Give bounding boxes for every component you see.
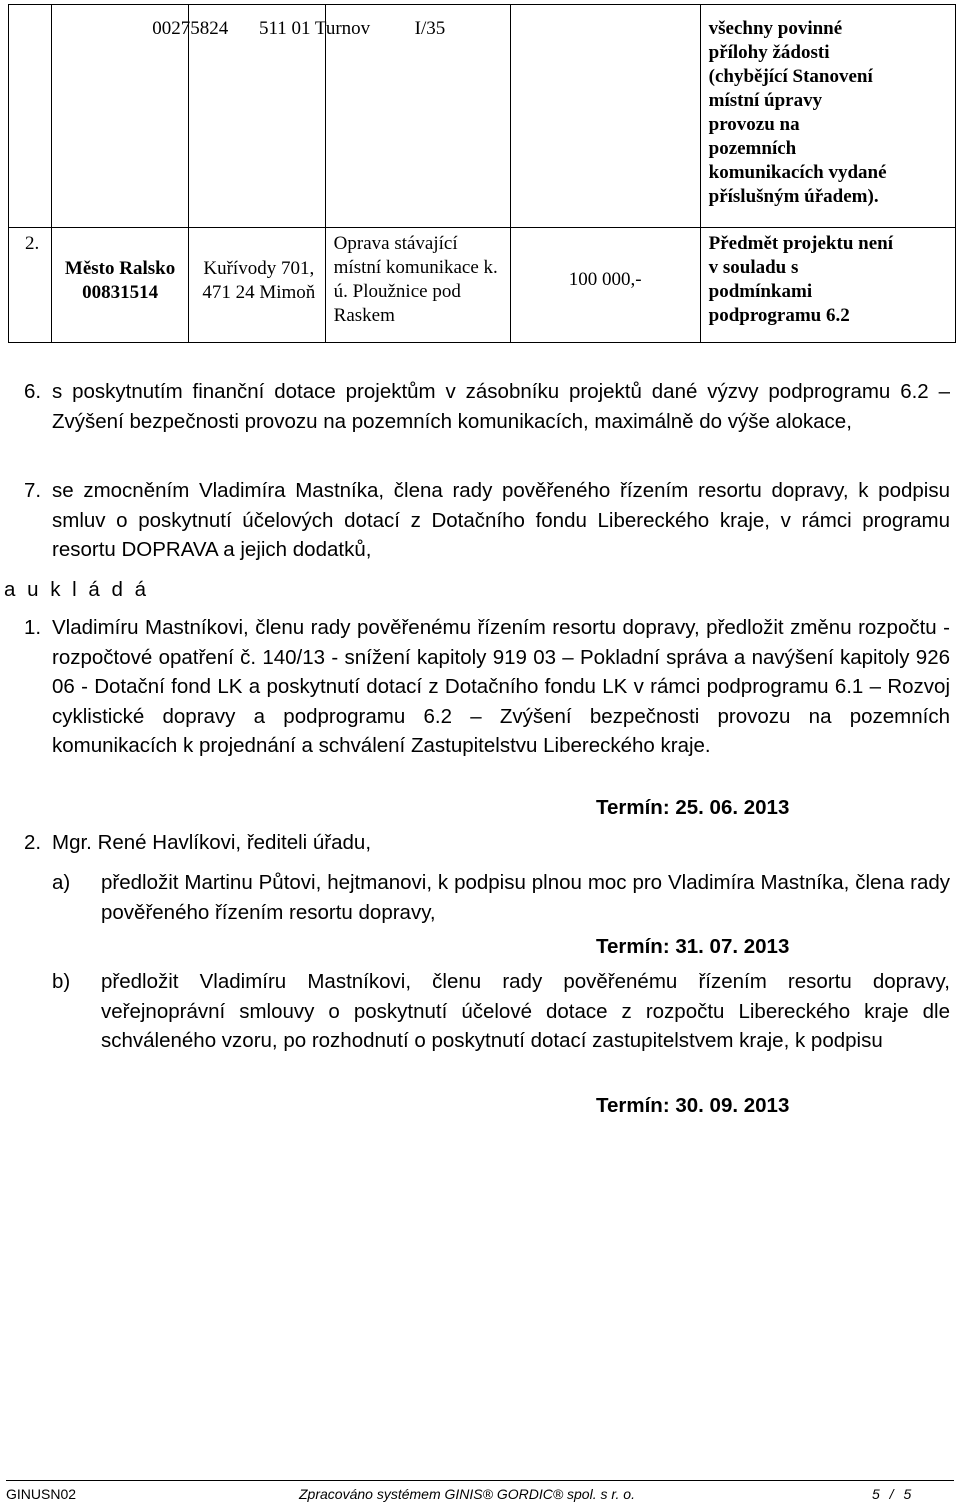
grant-table xyxy=(8,4,956,343)
item-text: Mgr. René Havlíkovi, řediteli úřadu, xyxy=(52,831,372,854)
footer-doc-code: GINUSN02 xyxy=(6,1486,77,1502)
resolution-item xyxy=(24,476,950,565)
item-number: 6. xyxy=(24,380,42,403)
item-text: s poskytnutím finanční dotace projektům v zásobníku projektů dané výzvy podprogramu 6.2 – Zvýšení bezpečnosti provozu na pozemních komunikacích, maximálně do výše alokace, xyxy=(52,380,950,433)
applicant-address: Kuřívody 701, 471 24 Mimoň xyxy=(202,258,316,303)
item-number: 2. xyxy=(24,831,42,854)
sub-item xyxy=(52,868,950,927)
resolution-item xyxy=(24,377,950,436)
footer-divider xyxy=(6,1480,954,1481)
resolution-item xyxy=(24,828,950,858)
applicant-ico: 00831514 xyxy=(82,282,159,303)
project-ref: I/35 xyxy=(414,18,446,39)
row-number: 2. xyxy=(25,233,40,254)
resolution-item xyxy=(24,613,950,761)
applicant-address: 511 01 Turnov xyxy=(258,18,371,39)
item-text: Vladimíru Mastníkovi, členu rady pověřenému řízením resortu dopravy, předložit změnu rozpočtu - rozpočtové opatření č. 140/13 - snížení kapitoly 919 03 – Pokladní správa a navýšení kapitoly 926 06 - Dotační fond LK a poskytnutí dotací z Dotačního fondu LK v rámci podprogramu 6.1 – Rozvoj cyklistické dopravy a podprogramu 6.2 – Zvýšení bezpečnosti provozu na pozemních komunikacích k projednání a schválení Zastupitelstvu Libereckého kraje. xyxy=(52,616,950,757)
project-name: Oprava stávající místní komunikace k. ú. Ploužnice pod Raskem xyxy=(333,233,498,326)
deadline: Termín: 30. 09. 2013 xyxy=(596,1094,790,1117)
item-number: 1. xyxy=(24,616,42,639)
sub-item-text: předložit Martinu Půtovi, hejtmanovi, k podpisu plnou moc pro Vladimíra Mastníka, člena rady pověřeného řízením resortu dopravy, xyxy=(101,871,950,924)
item-number: 7. xyxy=(24,479,42,502)
sub-item xyxy=(52,967,950,1056)
missing-attachments-note: všechny povinné přílohy žádosti (chybějící Stanovení místní úpravy provozu na pozemních komunikacích vydané příslušným úřadem). xyxy=(708,18,887,207)
table-row xyxy=(9,5,956,228)
section-heading-uklada: a u k l á d á xyxy=(4,578,149,601)
sub-item-label: b) xyxy=(52,970,71,993)
deadline: Termín: 25. 06. 2013 xyxy=(596,796,790,819)
applicant-name: Město Ralsko xyxy=(64,258,176,279)
footer-page-number: 5 / 5 xyxy=(872,1486,912,1502)
requested-amount: 100 000,- xyxy=(568,269,642,290)
sub-item-text: předložit Vladimíru Mastníkovi, členu rady pověřenému řízením resortu dopravy, veřejnoprávní smlouvy o poskytnutí účelové dotace z rozpočtu Libereckého kraje dle schváleného vzoru, po rozhodnutí o poskytnutí dotací zastupitelstvem kraje, k podpisu xyxy=(101,970,950,1052)
item-text: se zmocněním Vladimíra Mastníka, člena rady pověřeného řízením resortu dopravy, k podpisu smluv o poskytnutí účelových dotací z Dotačního fondu Libereckého kraje, v rámci programu resortu DOPRAVA a jejich dodatků, xyxy=(52,479,950,561)
footer-generator: Zpracováno systémem GINIS® GORDIC® spol. s r. o. xyxy=(299,1486,635,1502)
deadline: Termín: 31. 07. 2013 xyxy=(596,935,790,958)
applicant-ico: 00275824 xyxy=(152,18,229,39)
rejection-reason: Předmět projektu není v souladu s podmínkami podprogramu 6.2 xyxy=(708,233,893,326)
sub-item-label: a) xyxy=(52,871,71,894)
table-row xyxy=(9,228,956,343)
